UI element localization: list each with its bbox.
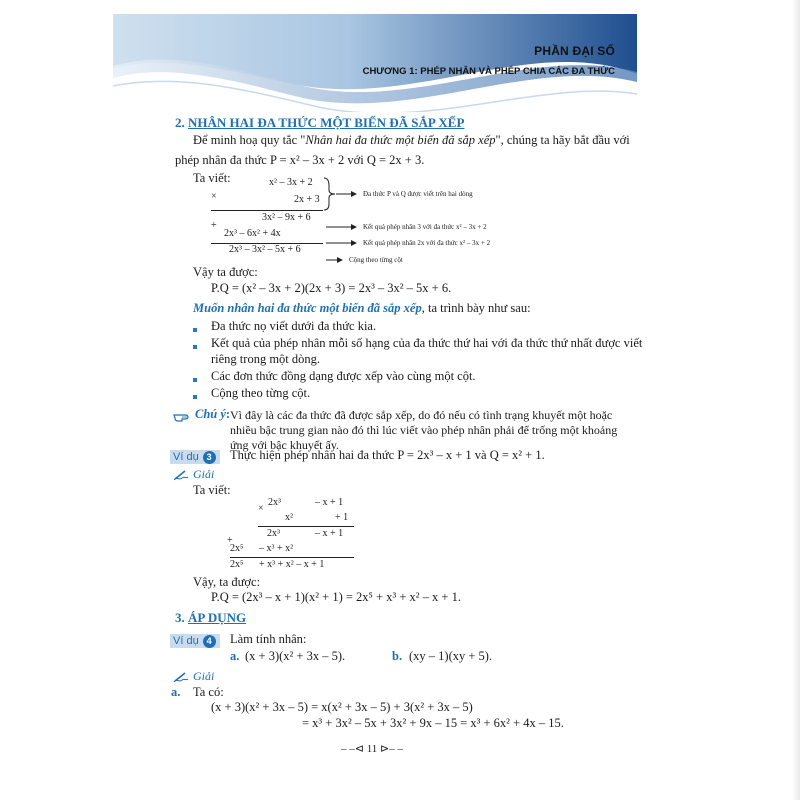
intro-text-tail: ", chúng ta hãy bắt đầu với <box>495 133 630 147</box>
intro-italic: Nhân hai đa thức một biến đã sắp xếp <box>305 133 496 147</box>
rule-heading: Muốn nhân hai đa thức một biến đã sắp xếp <box>193 301 422 315</box>
note-colon: : <box>225 407 231 421</box>
example-badge <box>170 634 220 648</box>
calc2-a1: 2x³ <box>268 497 281 508</box>
note-line: Vì đây là các đa thức đã được sắp xếp, do đó nếu có tình trạng khuyết một hoặc <box>230 408 613 422</box>
bullet-icon <box>193 328 197 332</box>
calc1-row-5: 2x³ – 3x² – 5x + 6 <box>229 244 301 255</box>
chapter-title: CHƯƠNG 1: PHÉP NHÂN VÀ PHÉP CHIA CÁC ĐA THỨC <box>362 66 615 77</box>
result-1: P.Q = (x² – 3x + 2)(2x + 3) = 2x³ – 3x² – 5x + 6. <box>211 281 452 295</box>
vay-label: Vậy, ta được: <box>193 575 261 589</box>
bullet-item: Các đơn thức đồng dạng được xếp vào cùng một cột. <box>211 369 476 383</box>
calc1-note-3: Kết quả phép nhân 2x với đa thức x² – 3x + 2 <box>363 239 491 247</box>
plus-sign: + <box>211 220 217 231</box>
solution-a-label: a. <box>171 685 181 699</box>
calc2-b1: x² <box>285 512 293 523</box>
calc1-row-4: 2x³ – 6x² + 4x <box>224 228 281 239</box>
book-spine-shadow <box>792 0 800 800</box>
rule-intro <box>193 301 531 316</box>
option-a-text: (x + 3)(x² + 3x – 5). <box>245 649 346 663</box>
example-label: Ví dụ <box>173 635 199 647</box>
calc1-row-1: x² – 3x + 2 <box>269 177 313 188</box>
giai-label: Giải <box>193 669 215 683</box>
calc2-e2: + x³ + x² – x + 1 <box>259 559 325 570</box>
option-b-text: (xy – 1)(xy + 5). <box>409 649 493 663</box>
note-line: nhiều bậc trung gian nào đó thì lúc viết vào phép nhân phải để trống một khoảng <box>230 423 618 437</box>
bullet-item: Đa thức nọ viết dưới đa thức kia. <box>211 319 377 333</box>
bullet-icon <box>193 395 197 399</box>
calc1-note-1: Đa thức P và Q được viết trên hai dòng <box>363 190 473 198</box>
section-3-heading <box>175 610 246 626</box>
calc2-d2: – x³ + x² <box>259 543 294 554</box>
calc2-c1: 2x³ <box>267 528 280 539</box>
section-title: ÁP DỤNG <box>188 610 247 625</box>
intro-line-1 <box>193 133 630 148</box>
vay-label: Vậy ta được: <box>193 265 258 279</box>
section-title: NHÂN HAI ĐA THỨC MỘT BIẾN ĐÃ SẮP XẾP <box>188 115 465 130</box>
header-wave-banner <box>113 14 637 112</box>
calc2-b2: + 1 <box>335 512 349 523</box>
note-keyword: Chú ý <box>195 407 226 421</box>
plus-sign: + <box>227 535 233 546</box>
calc2-d1: 2x⁵ <box>230 543 244 554</box>
calc2-rule-2 <box>230 557 354 558</box>
intro-line-2: phép nhân đa thức P = x² – 3x + 2 với Q = 2x + 3. <box>175 153 425 167</box>
example-label: Ví dụ <box>173 451 199 463</box>
calc1-row-3: 3x² – 9x + 6 <box>262 212 311 223</box>
calc1-row-2: 2x + 3 <box>294 194 320 205</box>
solution-line-2: = x³ + 3x² – 5x + 3x² + 9x – 15 = x³ + 6x² + 4x – 15. <box>302 716 564 730</box>
section-2-heading <box>175 115 464 131</box>
times-sign: × <box>258 503 264 514</box>
page-number: – –⊲ 11 ⊳– – <box>341 743 404 755</box>
note-label <box>195 407 230 422</box>
book-page <box>113 14 643 790</box>
calc1-note-2: Kết quả phép nhân 3 với đa thức x² – 3x + 2 <box>363 223 487 231</box>
example-number: 4 <box>203 635 216 648</box>
option-b-label: b. <box>392 649 403 663</box>
example-3-prompt: Thực hiện phép nhân hai đa thức P = 2x³ – x + 1 và Q = x² + 1. <box>230 448 545 462</box>
calc2-e1: 2x⁵ <box>230 559 244 570</box>
solution-line-1: (x + 3)(x² + 3x – 5) = x(x² + 3x – 5) + 3(x² + 3x – 5) <box>211 700 473 714</box>
pencil-writing-icon <box>173 671 189 683</box>
intro-text: Để minh hoạ quy tắc " <box>193 133 306 147</box>
bullet-icon <box>193 345 197 349</box>
bullet-item: Cộng theo từng cột. <box>211 386 311 400</box>
calc2-c2: – x + 1 <box>315 528 344 539</box>
bullet-item: Kết quả của phép nhân mỗi số hạng của đa thức thứ hai với đa thức thứ nhất được viết <box>211 336 643 350</box>
ta-viet-label: Ta viết: <box>193 171 231 185</box>
pencil-writing-icon <box>173 469 189 481</box>
note-line: ứng với bậc khuyết ấy. <box>230 438 340 452</box>
calc2-a2: – x + 1 <box>315 497 344 508</box>
times-sign: × <box>211 191 217 202</box>
calc1-rule-1 <box>211 210 323 211</box>
rule-tail: , ta trình bày như sau: <box>421 301 531 315</box>
pointing-hand-icon <box>173 411 193 423</box>
example-badge <box>170 450 220 464</box>
calc2-rule-1 <box>258 526 354 527</box>
example-4-prompt: Làm tính nhân: <box>230 632 307 646</box>
ta-viet-label: Ta viết: <box>193 483 231 497</box>
giai-label: Giải <box>193 467 215 481</box>
bullet-icon <box>193 378 197 382</box>
section-number: 2. <box>175 115 185 130</box>
calc1-note-4: Cộng theo từng cột <box>349 256 403 264</box>
section-number: 3. <box>175 610 185 625</box>
part-title: PHẦN ĐẠI SỐ <box>534 44 615 58</box>
example-number: 3 <box>203 451 216 464</box>
solution-a-intro: Ta có: <box>193 685 224 699</box>
result-2: P.Q = (2x³ – x + 1)(x² + 1) = 2x⁵ + x³ + x² – x + 1. <box>211 590 461 604</box>
option-a-label: a. <box>230 649 240 663</box>
bullet-item-continued: riêng trong một dòng. <box>211 352 321 366</box>
